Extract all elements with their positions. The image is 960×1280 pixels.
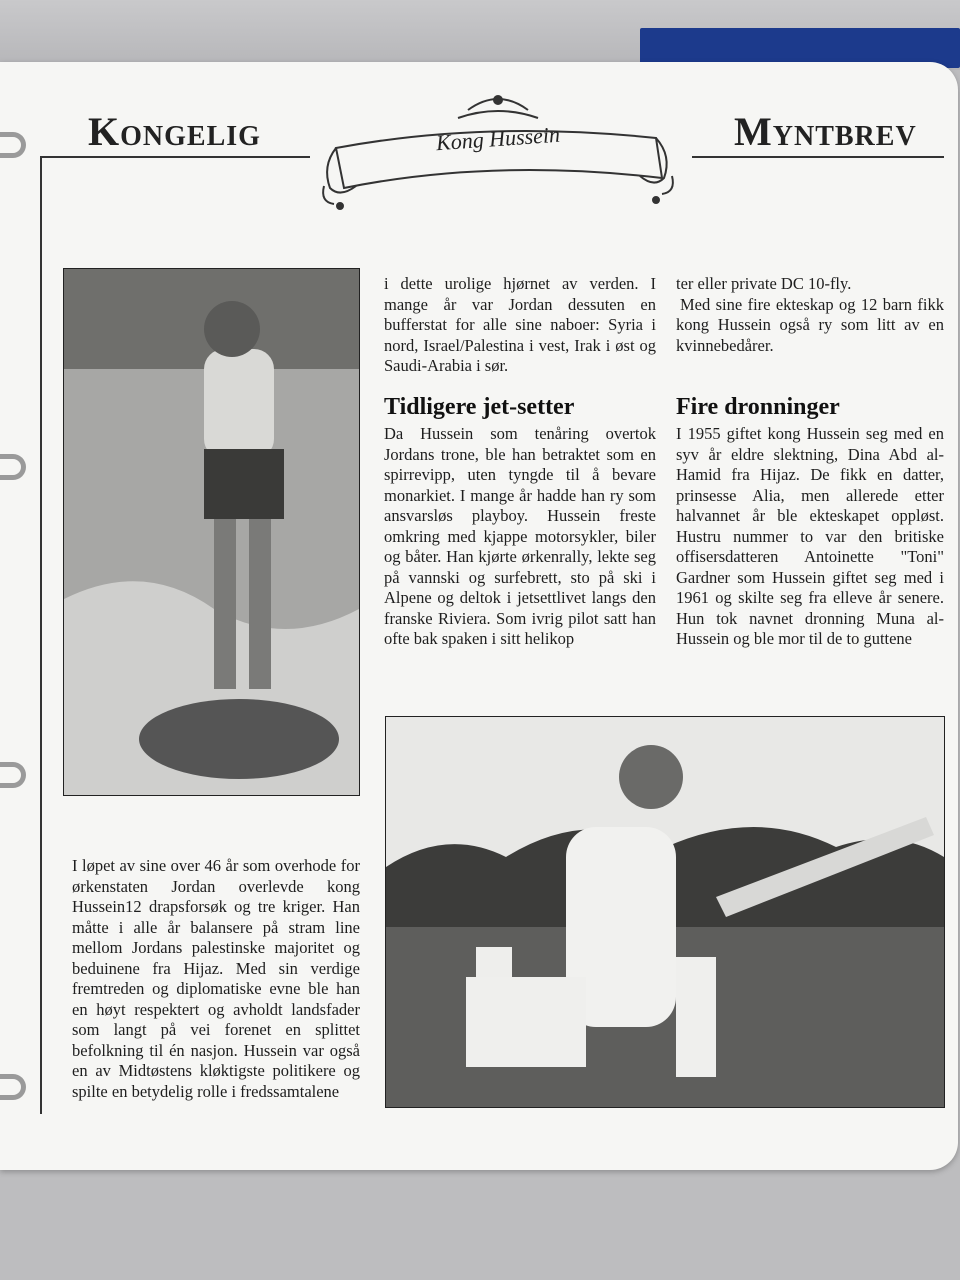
marriage-intro-text: Med sine fire ekteskap og 12 barn fikk kong Hussein også ry som litt av en kvinnebedårer. bbox=[676, 294, 944, 355]
banner-title: Kong Hussein bbox=[435, 121, 561, 156]
binder-ring-icon bbox=[0, 1074, 26, 1100]
marriage-intro-paragraph bbox=[676, 274, 944, 356]
binder-ring-icon bbox=[0, 454, 26, 480]
page-border-left bbox=[40, 156, 42, 1114]
binder-ring-icon bbox=[0, 762, 26, 788]
heading-fire-dronninger: Fire dronninger bbox=[676, 394, 840, 420]
intro-paragraph: i dette urolige hjørnet av verden. I mange år var Jordan dessuten en bufferstat for alle sine naboer: Syria i nord, Israel/Palestina i vest, Irak i øst og Saudi-Arabia i sør. bbox=[384, 274, 656, 375]
header-rule-left bbox=[40, 156, 310, 158]
marriage-intro-line: ter eller private DC 10-fly. bbox=[676, 274, 852, 293]
heading-jet-setter: Tidligere jet-setter bbox=[384, 394, 575, 420]
header-title-left: Kongelig bbox=[88, 109, 261, 154]
photo-king-surfing bbox=[63, 268, 360, 796]
header-rule-right bbox=[692, 156, 944, 158]
jet-setter-paragraph: Da Hussein som tenåring overtok Jordans trone, ble han betraktet som en spirrevipp, uten tyngde til å bevare monarkiet. I mange år hadde han ry som ansvarsløs playboy. Hussein freste omkring med kjappe motorsykler, biler og båter. Han kjørte ørkenrally, lekte seg på vannski og surfebrett, sto på ski i Alpene og deltok i jetsettlivet langs den franske Riviera. Som ivrig pilot satt han ofte bak spaken i sitt helikop bbox=[384, 424, 656, 648]
header-title-right: Myntbrev bbox=[734, 109, 917, 154]
bottom-paragraph: I løpet av sine over 46 år som overhode for ørkenstaten Jordan overlevde kong Hussein12 drapsforsøk og tre kriger. Han måtte i alle år balansere på stram line mellom Jordans palestinske majoritet og beduinene fra Hijaz. Med sin verdige fremtreden og diplomatiske evne ble han en høyt respektert og avholdt landsfader som langt på vei forenet en splittet befolkning til én nasjon. Hussein var også en av Midtøstens kløktigste politikere og spilte en betydelig rolle i fredssamtalene bbox=[72, 856, 360, 1101]
binder-ring-icon bbox=[0, 132, 26, 158]
photo-king-cricket bbox=[385, 716, 945, 1108]
fire-dronninger-paragraph: I 1955 giftet kong Hussein seg med en syv år eldre slektning, Dina Abd al-Hamid fra Hijaz. De fikk en datter, prinsesse Alia, men allerede etter halvannet år ble ekteskapet oppløst. Hustru nummer to var den britiske offisersdatteren Antoinette "Toni" Gardner som Hussein giftet seg med i 1961 og skilte seg fra elleve år senere. Hun tok navnet dronning Muna al-Hussein og ble mor til de to guttene bbox=[676, 424, 944, 648]
